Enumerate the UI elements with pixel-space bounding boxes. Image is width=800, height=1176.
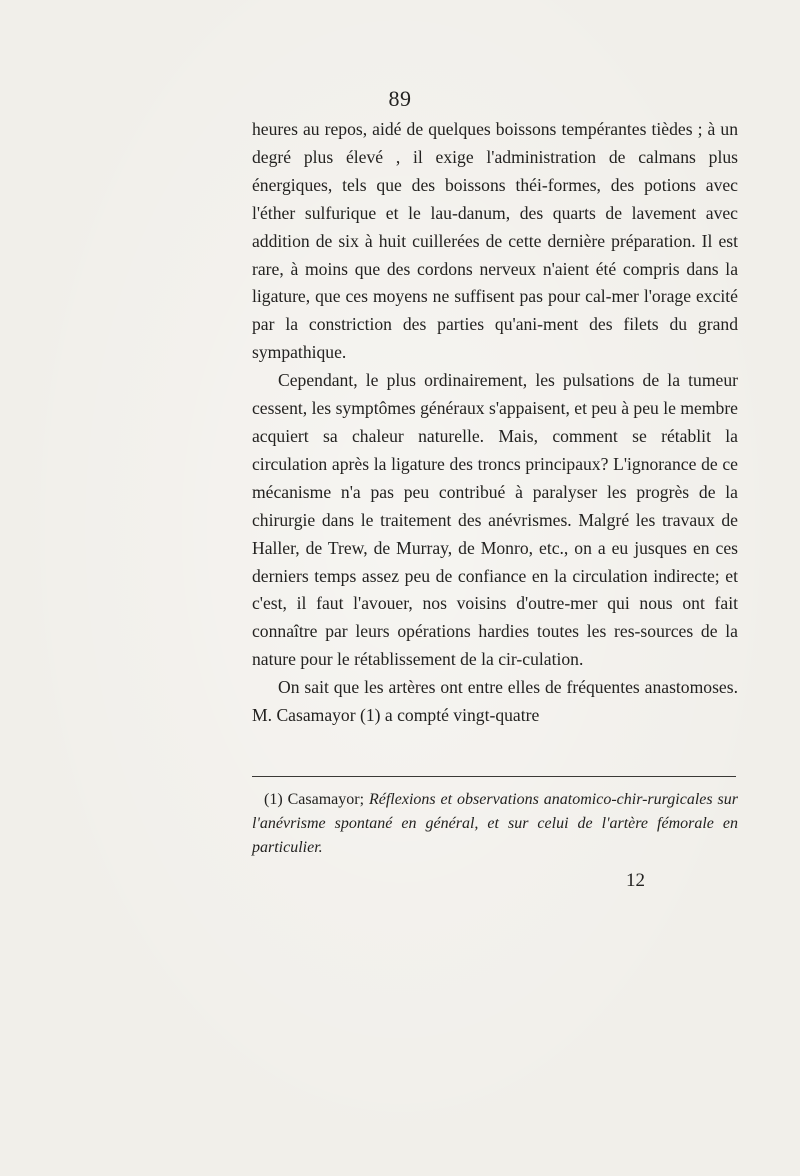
page-number: 89 [388,86,412,111]
signature-mark: 12 [626,870,645,891]
footnote-divider [252,776,736,777]
footnote-marker: (1) Casamayor; [264,791,369,808]
paragraph-1: heures au repos, aidé de quelques boissons tempérantes tièdes ; à un degré plus élevé , il exige l'administration de calmans plus énergiques, tels que des boissons théi-formes, des potions avec l'éther sulfurique et le lau-danum, des quarts de lavement avec addition de six à huit cuillerées de cette dernière préparation. Il est rare, à moins que des cordons nerveux n'aient été compris dans la ligature, que ces moyens ne suffisent pas pour cal-mer l'orage excité par la constriction des parties qu'ani-ment des filets du grand sympathique. [252,119,738,363]
body-text [252,116,738,730]
paragraph-2: Cependant, le plus ordinairement, les pulsations de la tumeur cessent, les symptômes généraux s'appaisent, et peu à peu le membre acquiert sa chaleur naturelle. Mais, comment se rétablit la circulation après la ligature des troncs principaux? L'ignorance de ce mécanisme n'a pas peu contribué à paralyser les progrès de la chirurgie dans le traitement des anévrismes. Malgré les travaux de Haller, de Trew, de Murray, de Monro, etc., on a eu jusques en ces derniers temps assez peu de confiance en la circulation indirecte; et c'est, il faut l'avouer, nos voisins d'outre-mer qui nous ont fait connaître par leurs opérations hardies toutes les res-sources de la nature pour le rétablissement de la cir-culation. [252,370,738,670]
footnote-title: Réflexions et observations anatomico-chir-rurgicales sur l'anévrisme spontané en général, et sur celui de l'artère fémorale en particulier. [252,791,738,856]
footnote-text [252,788,738,860]
footnote [252,788,738,860]
paragraph-3: On sait que les artères ont entre elles de fréquentes anastomoses. M. Casamayor (1) a compté vingt-quatre [252,677,738,726]
